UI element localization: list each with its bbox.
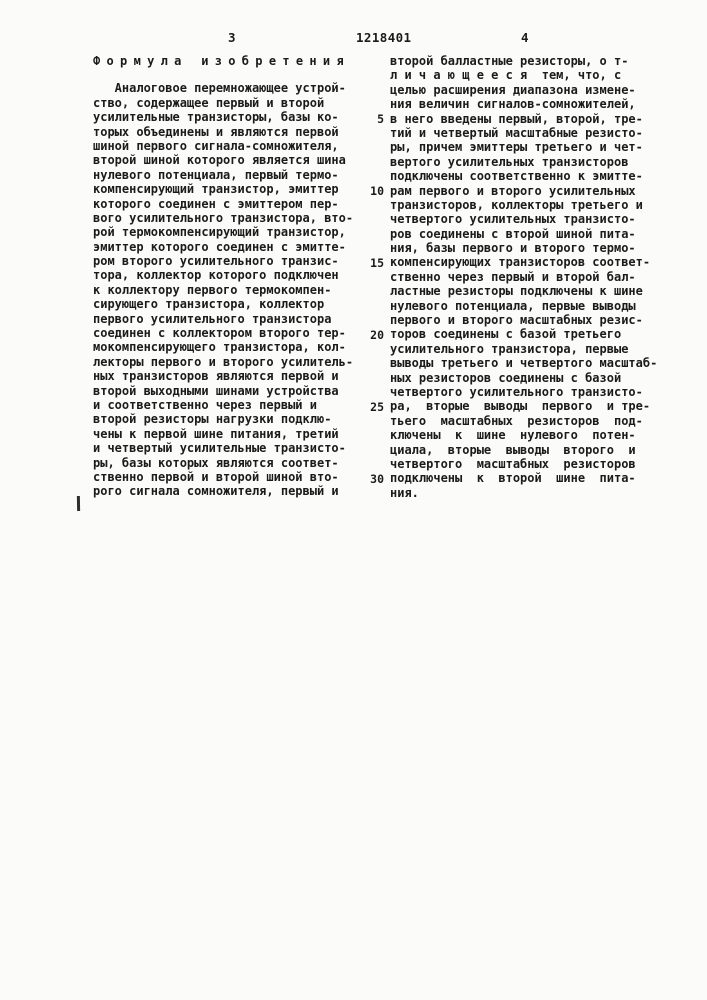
text-line — [93, 168, 378, 182]
text-line — [390, 198, 685, 212]
text-line — [93, 240, 378, 254]
text-line — [390, 313, 685, 327]
right-column — [370, 54, 685, 500]
text-line — [390, 54, 685, 68]
text-line — [93, 326, 378, 340]
text-line-content: которого соединен с эмиттером пер- — [93, 196, 339, 211]
text-line — [390, 443, 685, 457]
text-line-content: усилительного транзистора, первые — [390, 341, 629, 356]
text-line — [93, 355, 378, 369]
text-line-content: нулевого потенциала, первый термо- — [93, 167, 339, 182]
text-line-content: тьего масштабных резисторов под- — [390, 413, 643, 428]
text-line — [390, 169, 685, 183]
text-line-content: ния. — [390, 485, 419, 500]
text-line — [370, 183, 685, 199]
text-line — [93, 225, 378, 239]
text-line — [390, 140, 685, 154]
text-line-content: подключены к второй шине пита- — [390, 471, 636, 486]
text-line — [390, 126, 685, 140]
text-line-content: ров соединены с второй шиной пита- — [390, 226, 636, 241]
text-line-content: усилительные транзисторы, базы ко- — [93, 110, 339, 125]
text-line-content: к коллектору первого термокомпен- — [93, 282, 332, 297]
text-line-content: соединен с коллектором второго тер- — [93, 326, 346, 341]
text-line-content: торых объединены и являются первой — [93, 124, 339, 139]
text-line-content: транзисторов, коллекторы третьего и — [390, 197, 643, 212]
text-line-content: первого усилительного транзистора — [93, 311, 332, 326]
text-line-content: мокомпенсирующего транзистора, кол- — [93, 340, 346, 355]
text-line — [390, 486, 685, 500]
text-line — [390, 385, 685, 399]
text-line — [390, 212, 685, 226]
text-line — [93, 81, 378, 95]
text-line — [93, 125, 378, 139]
text-line — [93, 110, 378, 124]
text-line — [93, 283, 378, 297]
text-line-content: Аналоговое перемножающее устрой- — [93, 81, 346, 96]
text-line-content: вертого усилительных транзисторов — [390, 154, 629, 169]
text-line — [390, 155, 685, 169]
text-line — [370, 471, 685, 486]
text-line-content: второй шиной которого является шина — [93, 153, 346, 168]
text-line — [93, 484, 378, 498]
text-line-content: подключены соответственно к эмитте- — [390, 169, 643, 184]
text-line — [390, 97, 685, 111]
text-line — [93, 427, 378, 441]
text-line — [93, 197, 378, 211]
text-line-content: шиной первого сигнала-сомножителя, — [93, 138, 339, 153]
text-line — [93, 384, 378, 398]
text-line — [93, 398, 378, 412]
text-line-content: ры, базы которых являются соответ- — [93, 455, 339, 470]
text-line-content: чены к первой шине питания, третий — [93, 426, 339, 441]
gutter-line-number: 15 — [370, 255, 384, 270]
text-line — [93, 268, 378, 282]
text-line-content: тий и четвертый масштабные резисто- — [390, 125, 643, 140]
text-line — [93, 312, 378, 326]
text-line-content: второй резисторы нагрузки подклю- — [93, 412, 332, 427]
text-line — [93, 369, 378, 383]
text-line-content: тора, коллектор которого подключен — [93, 268, 339, 283]
text-line-content: и соответственно через первый и — [93, 398, 317, 412]
text-line — [390, 371, 685, 385]
text-line — [390, 457, 685, 471]
text-line-content: четвертого усилительного транзисто- — [390, 384, 643, 399]
text-line — [390, 428, 685, 442]
text-line — [390, 342, 685, 356]
text-line — [390, 83, 685, 97]
text-line-content: второй балластные резисторы, о т- — [390, 54, 629, 68]
text-line — [93, 340, 378, 354]
text-line-content: компенсирующих транзисторов соответ- — [390, 255, 651, 270]
text-line-content: ключены к шине нулевого потен- — [390, 428, 636, 443]
text-line — [93, 139, 378, 153]
right-page-number: 4 — [521, 30, 529, 45]
text-line-content: рого сигнала сомножителя, первый и — [93, 484, 339, 499]
text-line-content: вого усилительного транзистора, вто- — [93, 210, 354, 225]
text-line-content: ластные резисторы подключены к шине — [390, 284, 643, 299]
text-line-content: лекторы первого и второго усилитель- — [93, 354, 354, 369]
text-line-content: ственно через первый и второй бал- — [390, 269, 636, 284]
text-line-content: первого и второго масштабных резис- — [390, 313, 643, 328]
text-line-content: эмиттер которого соединен с эмитте- — [93, 239, 346, 254]
text-line — [93, 297, 378, 311]
text-line — [390, 414, 685, 428]
gutter-line-number: 30 — [370, 471, 384, 486]
text-line-content: рой термокомпенсирующий транзистор, — [93, 225, 346, 240]
left-page-number: 3 — [228, 30, 236, 45]
text-line-content: нулевого потенциала, первые выводы — [390, 298, 636, 313]
text-line-content: в него введены первый, второй, тре- — [390, 111, 643, 126]
text-line-content: ния величин сигналов-сомножителей, — [390, 97, 636, 112]
text-line-content: ния, базы первого и второго термо- — [390, 241, 636, 256]
text-line-content: ственно первой и второй шиной вто- — [93, 469, 339, 484]
left-column-lines — [93, 81, 378, 498]
right-column-lines — [370, 54, 685, 500]
patent-number: 1218401 — [356, 30, 412, 45]
left-column — [93, 54, 378, 499]
text-line-content: ра, вторые выводы первого и тре- — [390, 399, 651, 414]
text-line — [370, 399, 685, 414]
text-line — [390, 270, 685, 284]
claims-heading: Формула изобретения — [93, 54, 350, 68]
text-line — [390, 299, 685, 313]
text-line — [370, 255, 685, 270]
text-line-content: рам первого и второго усилительных — [390, 183, 636, 198]
text-line — [93, 456, 378, 470]
gutter-line-number: 5 — [377, 112, 384, 127]
text-line — [93, 470, 378, 484]
text-line — [93, 182, 378, 196]
text-line — [93, 412, 378, 426]
text-line-content: циала, вторые выводы второго и — [390, 442, 636, 457]
text-line-content: четвертого усилительных транзисто- — [390, 212, 636, 227]
text-line — [377, 111, 685, 127]
gutter-line-number: 25 — [370, 399, 384, 414]
text-line — [390, 284, 685, 298]
text-line-content: л и ч а ю щ е е с я тем, что, с — [390, 68, 622, 83]
text-line-content: ры, причем эмиттеры третьего и чет- — [390, 140, 643, 155]
text-line-content: ных резисторов соединены с базой — [390, 370, 622, 385]
gutter-line-number: 10 — [370, 184, 384, 199]
text-line — [93, 211, 378, 225]
text-line — [390, 227, 685, 241]
text-line-content: ных транзисторов являются первой и — [93, 369, 339, 384]
text-line-content: и четвертый усилительные транзисто- — [93, 441, 346, 456]
text-line-content: выводы третьего и четвертого масштаб- — [390, 356, 658, 371]
text-line-content: четвертого масштабных резисторов — [390, 456, 636, 471]
text-line-content: ство, содержащее первый и второй — [93, 95, 325, 110]
text-line — [390, 68, 685, 82]
text-line-content: второй выходными шинами устройства — [93, 383, 339, 398]
text-line — [93, 441, 378, 455]
text-line-content: компенсирующий транзистор, эмиттер — [93, 182, 339, 197]
text-line-content: торов соединены с базой третьего — [390, 327, 622, 342]
gutter-line-number: 20 — [370, 327, 384, 342]
text-line — [93, 254, 378, 268]
text-line — [390, 241, 685, 255]
text-line-content: целью расширения диапазона измене- — [390, 82, 636, 97]
text-line-content: ром второго усилительного транзис- — [93, 254, 339, 269]
pen-mark — [77, 496, 80, 511]
text-line — [390, 356, 685, 370]
text-line-content: сирующего транзистора, коллектор — [93, 297, 325, 312]
text-line — [93, 153, 378, 167]
text-line — [93, 96, 378, 110]
text-line — [370, 327, 685, 342]
